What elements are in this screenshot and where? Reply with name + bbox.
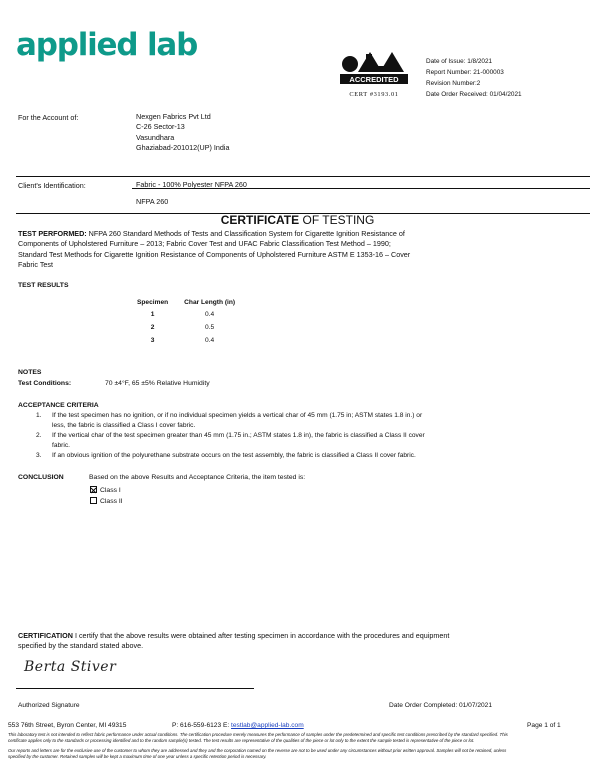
signature: Berta Stiver	[24, 659, 117, 675]
test-performed-line: NFPA 260 Standard Methods of Tests and Classification System for Cigarette Ignition Resistance of	[86, 229, 405, 238]
results-header-row	[129, 296, 243, 308]
brand-logo: applied lab	[16, 27, 198, 63]
option-class-ii: Class II	[90, 496, 123, 507]
account-line: C-26 Sector-13	[136, 122, 185, 132]
account-line: Vasundhara	[136, 132, 175, 142]
footer-contact: P: 616-559-6123 E: testlab@applied-lab.com	[172, 722, 304, 729]
notes-heading: NOTES	[18, 369, 42, 376]
a2la-accreditation-seal	[336, 46, 412, 102]
specimen-cell: 3	[150, 337, 155, 344]
certification-statement: CERTIFICATION I certify that the above results were obtained after testing specimen in accordance with the procedures and equipment specified by the standard stated above.	[18, 631, 450, 651]
disclaimer-2: Our reports and letters are for the exclusive use of the customer to whom they are addressed and they and the corporation named on the reverse are not to be used under any circumstances without prior written approval. Samples will not be retained, unless specified by the customer. Retained samples will be kept a maximum time of one year unless a specific retention period is necessary.	[8, 748, 507, 759]
certification-label: CERTIFICATION	[18, 631, 73, 640]
date-order-completed: Date Order Completed: 01/07/2021	[389, 702, 492, 709]
account-line: Nexgen Fabrics Pvt Ltd	[136, 112, 211, 121]
report-meta	[426, 56, 522, 100]
test-performed-line: Fabric Test	[18, 260, 54, 270]
test-conditions-value: 70 ±4°F, 65 ±5% Relative Humidity	[105, 380, 210, 387]
results-table	[129, 296, 243, 347]
acceptance-criteria-heading: ACCEPTANCE CRITERIA	[18, 402, 99, 409]
disclaimer-1: This laboratory test is not intended to reflect fabric performance under actual conditions. The certification procedure merely measures the performance of samples under the predetermined and specific test conditions prescribed by the standard specified. This certificate applies only to the standards or processing identified and to the random sample(s) tested. The test results are representative of the qualities of the piece or lot only to the extent the sample tested is representative of the piece or lot.	[8, 732, 508, 743]
results-header-specimen: Specimen	[137, 298, 169, 306]
test-performed-line: Standard Test Methods for Cigarette Ignition Resistance of Components of Upholstered Furniture ASTM E 1353-16 – Cover	[18, 249, 411, 259]
seal-cert-number: CERT #3193.01	[349, 91, 399, 98]
date-of-issue: Date of Issue: 1/8/2021	[426, 58, 493, 65]
test-conditions-label: Test Conditions:	[18, 380, 72, 387]
specimen-cell: 2	[150, 324, 155, 331]
checked-checkbox-icon	[90, 486, 97, 493]
email-link[interactable]: testlab@applied-lab.com	[231, 722, 304, 729]
divider	[16, 176, 590, 177]
unchecked-checkbox-icon	[90, 497, 97, 504]
char-length-cell: 0.4	[205, 337, 215, 344]
seal-accredited-label: ACCREDITED	[349, 75, 399, 84]
criteria-item: 2. If the vertical char of the test specimen greater than 45 mm (1.75 in.; ASTM states 1.8 in), the fabric is classified a Class II cover fabric.	[36, 432, 425, 449]
test-performed-line: Components of Upholstered Furniture – 2013; Fabric Cover Test and UFAC Fabric Classification Test Method – 1990;	[18, 239, 391, 249]
account-address	[136, 112, 230, 154]
specimen-cell: 1	[150, 311, 155, 318]
acceptance-criteria-list	[36, 411, 576, 462]
client-id-label: Client's Identification:	[18, 181, 86, 190]
results-header-char-length: Char Length (in)	[184, 298, 236, 306]
client-id-line1: Fabric - 100% Polyester NFPA 260	[136, 180, 247, 189]
table-row	[129, 308, 243, 321]
criteria-item: 1. If the test specimen has no ignition, or if no individual specimen yields a vertical char of 45 mm (1.75 in; ASTM states 1.8 in.) or less, the fabric is classified a Class I cover fabric.	[36, 412, 423, 429]
page-number: Page 1 of 1	[527, 722, 561, 729]
char-length-cell: 0.5	[205, 324, 215, 331]
client-id-line2: NFPA 260	[136, 197, 169, 206]
test-performed	[18, 229, 578, 271]
divider	[132, 188, 590, 189]
option-class-i: Class I	[90, 485, 123, 496]
criteria-item: 3. If an obvious ignition of the polyurethane substrate occurs on the test assembly, the fabric is classified a Class II cover fabric.	[36, 452, 416, 460]
test-performed-label: TEST PERFORMED:	[18, 229, 87, 238]
classification-options	[90, 485, 123, 507]
table-row	[129, 321, 243, 334]
char-length-cell: 0.4	[205, 311, 215, 318]
date-order-received: Date Order Received: 01/04/2021	[426, 91, 522, 98]
test-results-heading: TEST RESULTS	[18, 282, 69, 289]
certificate-title: CERTIFICATE OF TESTING	[220, 213, 375, 227]
account-line: Ghaziabad-201012(UP) India	[136, 143, 230, 153]
footer-address: 553 76th Street, Byron Center, MI 49315	[8, 722, 127, 729]
authorized-signature-label: Authorized Signature	[18, 702, 80, 709]
conclusion-text: Based on the above Results and Acceptance Criteria, the item tested is:	[89, 474, 306, 481]
signature-line	[16, 688, 254, 689]
account-label: For the Account of:	[18, 113, 79, 122]
table-row	[129, 334, 243, 347]
conclusion-label: CONCLUSION	[18, 474, 64, 481]
report-number: Report Number: 21-000003	[426, 69, 504, 76]
revision-number: Revision Number:2	[426, 80, 481, 87]
